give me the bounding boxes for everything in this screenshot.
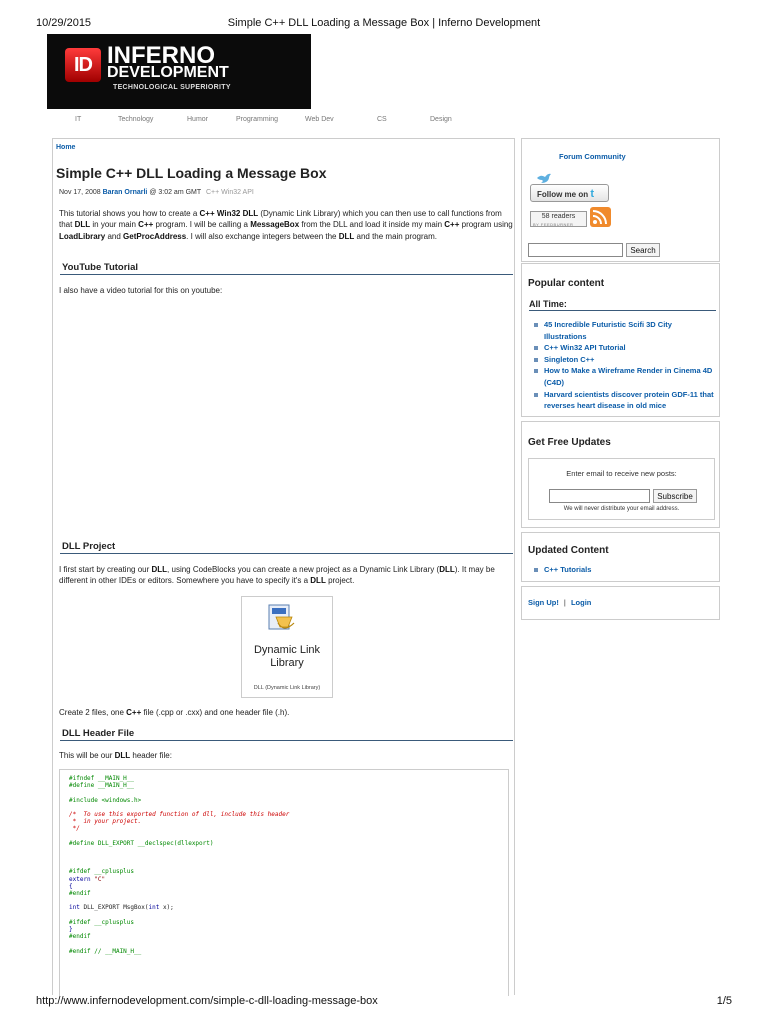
nav-item-design[interactable]: Design: [430, 116, 452, 123]
logo-line-1: INFERNO: [107, 42, 215, 69]
youtube-text: I also have a video tutorial for this on youtube:: [59, 286, 223, 295]
main-content: [52, 138, 515, 995]
nav-item-it[interactable]: IT: [75, 116, 82, 123]
code-line: #endif: [69, 890, 91, 897]
subscribe-button[interactable]: Subscribe: [653, 489, 697, 503]
search-input[interactable]: [528, 243, 623, 257]
print-date: 10/29/2015: [36, 17, 92, 29]
signup-link[interactable]: Sign Up!: [528, 598, 559, 607]
dll-header-heading: DLL Header File: [60, 728, 513, 741]
updates-title: Get Free Updates: [528, 437, 611, 448]
updated-item[interactable]: C++ Tutorials: [534, 564, 714, 576]
code-line: {: [69, 882, 73, 890]
feed-count: 58 readers: [541, 213, 576, 220]
popular-item[interactable]: C++ Win32 API Tutorial: [534, 342, 714, 354]
code-line: /* To use this exported function of dll, include this header: [69, 810, 290, 818]
logo-badge: ID: [65, 48, 101, 82]
youtube-heading: YouTube Tutorial: [60, 262, 513, 275]
nav-item-programming[interactable]: Programming: [236, 116, 279, 123]
meta-date: Nov 17, 2008: [59, 189, 101, 196]
updated-content-box: [521, 532, 720, 582]
code-line: #include <windows.h>: [69, 796, 142, 804]
email-note: We will never distribute your email address.: [563, 506, 680, 512]
meta-time: @ 3:02 am GMT: [149, 189, 202, 196]
free-updates-box: [521, 421, 720, 528]
code-line: #define __MAIN_H__: [69, 782, 135, 790]
dll-figure-label: Dynamic Link Library: [253, 644, 321, 669]
popular-title: Popular content: [528, 278, 605, 289]
code-line: extern "C": [69, 875, 106, 883]
popular-item[interactable]: 45 Incredible Futuristic Scifi 3D City Illustrations: [534, 319, 714, 342]
dll-header-paragraph: This will be our DLL header file:: [59, 751, 172, 760]
intro-paragraph: This tutorial shows you how to create a C++ Win32 DLL (Dynamic Link Library) which you can then use to call functions from that DLL in your main C++ program. I will be calling a MessageBox from the DLL and load it inside my main C++ program using LoadLibrary and GetProcAddress. I will also exchange integers between the DLL and the main program.: [59, 209, 513, 241]
code-line: #define DLL_EXPORT __declspec(dllexport): [69, 839, 214, 847]
popular-subhead: All Time:: [529, 299, 716, 311]
dll-figure-caption: DLL (Dynamic Link Library): [253, 685, 321, 691]
twitter-bird-icon: [536, 172, 552, 184]
nav-item-humor[interactable]: Humor: [187, 116, 209, 123]
nav-item-webdev[interactable]: Web Dev: [305, 116, 334, 123]
page-title: Simple C++ DLL Loading a Message Box: [56, 165, 327, 181]
nav-item-cs[interactable]: CS: [377, 116, 387, 123]
popular-list: [534, 319, 714, 412]
email-prompt: Enter email to receive new posts:: [566, 469, 677, 478]
code-line: #ifdef __cplusplus: [69, 918, 135, 926]
code-line: * in your project.: [69, 818, 142, 826]
print-title: Simple C++ DLL Loading a Message Box | Inferno Development: [227, 17, 541, 29]
code-block: [59, 769, 509, 996]
email-field[interactable]: [549, 489, 650, 503]
feed-by: BY FEEDBURNER: [533, 222, 574, 227]
meta-author[interactable]: Baran Ornarli: [102, 189, 148, 196]
feed-count-badge[interactable]: [530, 211, 587, 227]
popular-item[interactable]: Singleton C++: [534, 354, 714, 366]
popular-item[interactable]: How to Make a Wireframe Render in Cinema 4D (C4D): [534, 365, 714, 388]
code-line: #ifndef __MAIN_H__: [69, 775, 135, 782]
article-meta: [59, 189, 254, 196]
updated-title: Updated Content: [528, 545, 609, 556]
account-links: [528, 598, 591, 607]
dll-project-paragraph: I first start by creating our DLL, using CodeBlocks you can create a new project as a Dynamic Link Library (DLL). It may be different in other IDEs or editors. Somewhere you have to specify it's a DLL project.: [59, 565, 495, 586]
account-separator: |: [563, 598, 566, 607]
code-line: */: [69, 825, 80, 833]
dll-project-heading: DLL Project: [60, 541, 513, 554]
site-logo[interactable]: [47, 34, 311, 109]
code-line: #endif // __MAIN_H__: [69, 947, 142, 955]
login-link[interactable]: Login: [570, 598, 592, 607]
breadcrumb[interactable]: Home: [56, 144, 76, 151]
nav-item-technology[interactable]: Technology: [118, 116, 154, 123]
code-line: int DLL_EXPORT MsgBox(int x);: [69, 904, 174, 912]
code-line: }: [69, 925, 73, 933]
popular-content-box: [521, 263, 720, 417]
dll-figure: [241, 596, 333, 698]
print-url: http://www.infernodevelopment.com/simple-c-dll-loading-message-box: [36, 995, 378, 1007]
create-files-paragraph: Create 2 files, one C++ file (.cpp or .cxx) and one header file (.h).: [59, 708, 290, 717]
rss-icon[interactable]: [590, 207, 611, 227]
meta-tag[interactable]: C++ Win32 API: [205, 189, 254, 196]
code-line: #ifdef __cplusplus: [69, 868, 135, 876]
logo-line-2: DEVELOPMENT: [107, 64, 229, 81]
dll-file-icon: [266, 603, 298, 635]
forum-community-link[interactable]: Forum Community: [559, 152, 626, 161]
email-subscribe-form: [528, 458, 715, 520]
print-header: [36, 17, 732, 31]
account-box: [521, 586, 720, 620]
popular-item[interactable]: Harvard scientists discover protein GDF-11 that reverses heart disease in old mice: [534, 389, 714, 412]
updated-list: [534, 564, 714, 576]
page-number: 1/5: [716, 995, 732, 1007]
follow-twitter-button[interactable]: Follow me on t: [530, 184, 609, 202]
search-button[interactable]: Search: [626, 243, 660, 257]
code-line: #endif: [69, 933, 91, 941]
sidebar-top-box: [521, 138, 720, 262]
logo-tagline: TECHNOLOGICAL SUPERIORITY: [113, 84, 231, 91]
